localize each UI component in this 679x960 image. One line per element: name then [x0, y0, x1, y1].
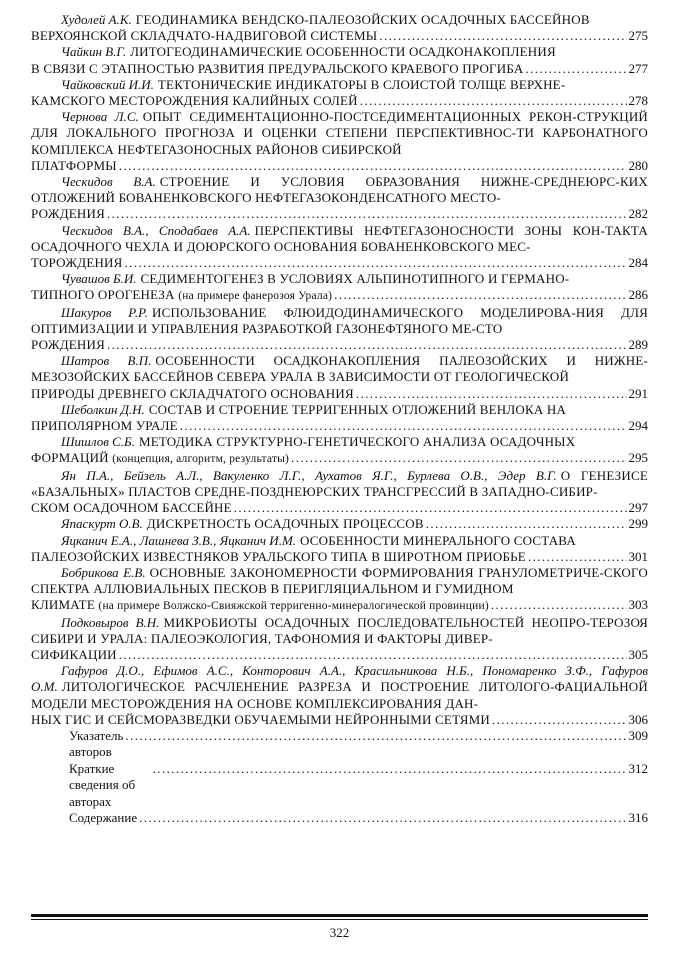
entry-page-number: 277	[628, 60, 648, 76]
entry-title-last: РОЖДЕНИЯ	[31, 337, 105, 353]
entry-title-start: СЕДИМЕНТОГЕНЕЗ В УСЛОВИЯХ АЛЬПИНОТИПНОГО И ГЕРМАНО-	[140, 271, 570, 287]
toc-entry-text	[31, 468, 648, 500]
entry-last-line	[31, 206, 648, 222]
entry-title-end	[31, 28, 377, 44]
aux-page-number: 312	[628, 760, 648, 776]
page-number: 322	[329, 925, 350, 940]
dot-leader	[334, 287, 626, 303]
dot-leader	[107, 337, 627, 353]
entry-page-number: 306	[628, 711, 648, 727]
dot-leader	[125, 728, 626, 745]
toc-entry-text	[31, 353, 648, 385]
entry-page-number: 275	[628, 28, 648, 44]
entry-title-start: МЕТОДИКА СТРУКТУРНО-ГЕНЕТИЧЕСКОГО АНАЛИЗА ОСАДОЧНЫХ	[138, 434, 576, 450]
entry-title-start: ОПЫТ СЕДИМЕНТАЦИОННО-ПОСТСЕДИМЕНТАЦИОННЫХ РЕКОН-СТРУКЦИЙ ДЛЯ ЛОКАЛЬНОГО ПРОГНОЗА И ОЦЕНКИ СТЕПЕНИ ПЕРСПЕКТИВНОС-ТИ КАРБОНАТНОГО КОМПЛЕКСА НЕФТЕГАЗОНОСНЫХ РАЙОНОВ СИБИРСКОЙ	[31, 109, 648, 157]
entry-last-line	[31, 549, 648, 565]
entry-title-last: СКОМ ОСАДОЧНОМ БАССЕЙНЕ	[31, 500, 232, 516]
dot-leader	[153, 761, 627, 778]
entry-author: Чайковский И.И.	[61, 76, 154, 92]
entry-title-last: ПРИПОЛЯРНОМ УРАЛЕ	[31, 418, 178, 434]
aux-label: Указатель авторов	[69, 727, 124, 760]
entry-title-last: ПЛАТФОРМЫ	[31, 157, 117, 173]
dot-leader	[525, 61, 626, 77]
footer-rule-thick	[31, 914, 648, 917]
dot-leader	[119, 647, 627, 663]
entry-author: Чернова Л.С.	[61, 109, 139, 125]
entry-last-line	[31, 597, 648, 614]
dot-leader	[379, 28, 626, 44]
entry-title-last: В СВЯЗИ С ЭТАПНОСТЬЮ РАЗВИТИЯ ПРЕДУРАЛЬСКОГО КРАЕВОГО ПРОГИБА	[31, 60, 524, 76]
dot-leader	[180, 418, 627, 434]
toc-entry-text	[31, 402, 648, 418]
entry-title-last: КЛИМАТЕ	[31, 597, 95, 613]
toc-entry-text	[31, 305, 648, 337]
toc-entry-text	[31, 109, 648, 158]
toc-entry-text	[31, 271, 648, 287]
entry-page-number: 297	[628, 500, 648, 516]
entry-author: Чайкин В.Г.	[61, 44, 127, 60]
entry-author: Шакуров Р.Р.	[61, 304, 149, 320]
dot-leader	[107, 206, 627, 222]
entry-title-end	[31, 287, 332, 304]
entry-title-start: ПЕРСПЕКТИВЫ НЕФТЕГАЗОНОСНОСТИ ЗОНЫ КОН-ТАКТА ОСАДОЧНОГО ЧЕХЛА И ДОЮРСКОГО ОСНОВАНИЯ БОВАНЕНКОВСКОГО МЕС-	[31, 222, 649, 254]
entry-page-number: 303	[628, 597, 648, 613]
entry-title-start: ОСОБЕННОСТИ МИНЕРАЛЬНОГО СОСТАВА	[300, 532, 576, 548]
toc-aux-entry	[31, 728, 648, 761]
table-of-contents	[31, 12, 648, 827]
entry-title-start: ОСОБЕННОСТИ ОСАДКОНАКОПЛЕНИЯ ПАЛЕОЗОЙСКИХ И НИЖНЕ-МЕЗОЗОЙСКИХ БАССЕЙНОВ СЕВЕРА УРАЛА В ЗАВИСИМОСТИ ОТ ГЕОЛОГИЧЕСКОЙ	[31, 353, 648, 385]
entry-title-end	[31, 386, 354, 402]
toc-entry	[31, 434, 648, 467]
toc-entry-text	[31, 533, 648, 549]
entry-last-line	[31, 93, 648, 109]
entry-last-line	[31, 386, 648, 402]
entry-title-end	[31, 647, 117, 663]
entry-last-line	[31, 500, 648, 516]
entry-title-end	[31, 549, 526, 565]
entry-title-start: МИКРОБИОТЫ ОСАДОЧНЫХ ПОСЛЕДОВАТЕЛЬНОСТЕЙ НЕОПРО-ТЕРОЗОЯ СИБИРИ И УРАЛА: ПАЛЕОЭКОЛОГИЯ, ТАФОНОМИЯ И ФАКТОРЫ ДИВЕР-	[31, 614, 648, 646]
entry-author: Худолей А.К.	[61, 12, 132, 27]
toc-entry-text	[31, 12, 648, 28]
toc-entry	[31, 516, 648, 532]
toc-entry-text	[31, 44, 648, 60]
entry-title-end	[31, 712, 490, 728]
entry-title-last: ТОРОЖДЕНИЯ	[31, 255, 123, 271]
dot-leader	[426, 516, 627, 532]
entry-title-last: ТИПНОГО ОРОГЕНЕЗА	[31, 287, 175, 303]
aux-label: Краткие сведения об авторах	[69, 760, 136, 809]
dot-leader	[492, 712, 627, 728]
toc-entry	[31, 44, 648, 76]
toc-entry	[31, 353, 648, 402]
entry-title-last: НЫХ ГИС И СЕЙСМОРАЗВЕДКИ ОБУЧАЕМЫМИ НЕЙРОННЫМИ СЕТЯМИ	[31, 711, 490, 727]
entry-title-last: ПРИРОДЫ ДРЕВНЕГО СКЛАДЧАТОГО ОСНОВАНИЯ	[31, 385, 354, 401]
footer-rule-thin	[31, 919, 648, 920]
aux-label: Содержание	[69, 810, 138, 826]
aux-page-number: 316	[628, 810, 648, 826]
toc-entry	[31, 468, 648, 517]
entry-title-end	[31, 61, 523, 77]
entry-author: Шишлов С.Б.	[61, 434, 135, 450]
entry-page-number: 278	[628, 93, 648, 109]
entry-page-number: 291	[628, 385, 648, 401]
entry-title-last: ФОРМАЦИЙ	[31, 450, 109, 466]
entry-last-line	[31, 287, 648, 304]
toc-entry	[31, 663, 648, 728]
toc-entry-text	[31, 223, 648, 255]
entry-last-line	[31, 516, 648, 532]
entry-title-start: ТЕКТОНИЧЕСКИЕ ИНДИКАТОРЫ В СЛОИСТОЙ ТОЛЩЕ ВЕРХНЕ-	[157, 76, 566, 92]
entry-page-number: 305	[628, 646, 648, 662]
entry-page-number: 295	[628, 450, 648, 466]
entry-page-number: 301	[628, 548, 648, 564]
dot-leader	[291, 450, 626, 466]
entry-last-line	[31, 647, 648, 663]
toc-entry	[31, 615, 648, 664]
entry-page-number: 289	[628, 337, 648, 353]
entry-author: Подковыров В.Н.	[61, 614, 160, 630]
entry-last-line	[31, 28, 648, 44]
entry-last-line	[31, 61, 648, 77]
toc-entry-text	[31, 174, 648, 206]
entry-title-start: ГЕОДИНАМИКА ВЕНДСКО-ПАЛЕОЗОЙСКИХ ОСАДОЧНЫХ БАССЕЙНОВ	[135, 12, 590, 27]
toc-entry	[31, 533, 648, 565]
entry-title-end	[31, 337, 105, 353]
entry-title-start: ЛИТОГЕОДИНАМИЧЕСКИЕ ОСОБЕННОСТИ ОСАДКОНАКОПЛЕНИЯ	[130, 44, 556, 60]
entry-title-end	[31, 93, 358, 109]
entry-note: (на примере Волжско-Свияжской терригенно-минералогической провинции)	[98, 600, 489, 613]
dot-leader	[528, 549, 627, 565]
entry-title-end	[31, 255, 123, 271]
toc-aux-entry	[31, 761, 648, 811]
entry-title-last: ВЕРХОЯНСКОЙ СКЛАДЧАТО-НАДВИГОВОЙ СИСТЕМЫ	[31, 28, 378, 44]
toc-entry	[31, 223, 648, 272]
entry-page-number: 286	[628, 287, 648, 303]
entry-last-line	[31, 255, 648, 271]
toc-aux-entry	[31, 810, 648, 827]
entry-title-end	[31, 158, 117, 174]
entry-title-start: ОСНОВНЫЕ ЗАКОНОМЕРНОСТИ ФОРМИРОВАНИЯ ГРАНУЛОМЕТРИЧЕ-СКОГО СПЕКТРА АЛЛЮВИАЛЬНЫХ ПЕСКОВ В ПЕРИГЛЯЦИАЛЬНОМ И ГУМИДНОМ	[31, 564, 648, 597]
entry-title-end	[31, 500, 232, 516]
entry-author: Шеболкин Д.Н.	[61, 401, 145, 417]
dot-leader	[356, 386, 627, 402]
entry-title-last: КАМСКОГО МЕСТОРОЖДЕНИЯ КАЛИЙНЫХ СОЛЕЙ	[31, 93, 358, 109]
entry-page-number: 284	[628, 255, 648, 271]
entry-title-start: ЛИТОЛОГИЧЕСКОЕ РАСЧЛЕНЕНИЕ РАЗРЕЗА И ПОСТРОЕНИЕ ЛИТОЛОГО-ФАЦИАЛЬНОЙ МОДЕЛИ МЕСТОРОЖДЕНИЯ НА ОСНОВЕ КОМПЛЕКСИРОВАНИЯ ДАН-	[31, 679, 648, 711]
entry-title-end	[31, 450, 289, 467]
toc-entry-text	[31, 434, 648, 450]
entry-title-last: СИФИКАЦИИ	[31, 646, 117, 662]
entry-title-start: СТРОЕНИЕ И УСЛОВИЯ ОБРАЗОВАНИЯ НИЖНЕ-СРЕДНЕЮРС-КИХ ОТЛОЖЕНИЙ БОВАНЕНКОВСКОГО НЕФТЕГАЗОКОНДЕНСАТНОГО МЕСТО-	[31, 174, 648, 206]
entry-page-number: 280	[628, 157, 648, 173]
entry-author: Чувашов Б.И.	[61, 271, 137, 287]
entry-author: Ческидов В.А.	[61, 174, 156, 190]
toc-entry	[31, 565, 648, 615]
toc-entry	[31, 402, 648, 434]
entry-page-number: 299	[628, 516, 648, 532]
entry-title-start: ИСПОЛЬЗОВАНИЕ ФЛЮИДОДИНАМИЧЕСКОГО МОДЕЛИРОВА-НИЯ ДЛЯ ОПТИМИЗАЦИИ И УПРАВЛЕНИЯ РАЗРАБОТКОЙ ГАЗОНЕФТЯНОГО МЕ-СТО	[31, 304, 648, 336]
entry-author: Бобрикова Е.В.	[61, 564, 146, 580]
entry-title-start: О ГЕНЕЗИСЕ «БАЗАЛЬНЫХ» ПЛАСТОВ СРЕДНЕ-ПОЗДНЕЮРСКИХ ТРАНСГРЕССИЙ В ЗАПАДНО-СИБИР-	[31, 467, 648, 499]
entry-author: Ческидов В.А., Сподабаев А.А.	[61, 222, 251, 238]
entry-title-last: РОЖДЕНИЯ	[31, 206, 105, 222]
entry-author: Япаскурт О.В.	[61, 516, 143, 532]
entry-page-number: 294	[628, 418, 648, 434]
toc-entry-text	[31, 77, 648, 93]
entry-author: Гафуров Д.О., Ефимов А.С., Конторович А.А., Красильникова Н.Б., Пономаренко З.Ф., Гафуров О.М.	[31, 663, 648, 695]
entry-title-end	[31, 418, 178, 434]
dot-leader	[139, 810, 626, 827]
entry-note: (на примере фанерозоя Урала)	[178, 290, 333, 303]
entry-last-line	[31, 712, 648, 728]
entry-title-start: СОСТАВ И СТРОЕНИЕ ТЕРРИГЕННЫХ ОТЛОЖЕНИЙ ВЕНЛОКА НА	[148, 401, 567, 417]
toc-entry	[31, 305, 648, 354]
aux-page-number: 309	[628, 727, 648, 743]
dot-leader	[360, 93, 627, 109]
entry-last-line	[31, 337, 648, 353]
toc-entry	[31, 271, 648, 304]
entry-author: Шатров В.П.	[61, 353, 152, 369]
entry-title-last: ПАЛЕОЗОЙСКИХ ИЗВЕСТНЯКОВ УРАЛЬСКОГО ТИПА В ШИРОТНОМ ПРИОБЬЕ	[31, 548, 526, 564]
entry-last-line	[31, 450, 648, 467]
dot-leader	[234, 500, 627, 516]
entry-title-end	[31, 206, 105, 222]
toc-entry-text	[31, 615, 648, 647]
entry-last-line	[31, 418, 648, 434]
toc-entry	[31, 12, 648, 44]
toc-entry	[31, 109, 648, 174]
entry-title-end	[31, 597, 489, 614]
dot-leader	[125, 255, 627, 271]
entry-page-number: 282	[628, 206, 648, 222]
entry-last-line	[31, 158, 648, 174]
toc-entry	[31, 174, 648, 223]
toc-entry	[31, 77, 648, 109]
dot-leader	[491, 597, 627, 613]
dot-leader	[119, 158, 627, 174]
entry-author: Яцканич Е.А., Лашнева З.В., Яцканич И.М.	[61, 532, 297, 548]
entry-author: Ян П.А., Бейзель А.Л., Вакуленко Л.Г., Аухатов Я.Г., Бурлева О.В., Эдер В.Г.	[61, 467, 557, 483]
toc-entry-text	[31, 565, 648, 597]
entry-title-end: ДИСКРЕТНОСТЬ ОСАДОЧНЫХ ПРОЦЕССОВ	[146, 516, 424, 532]
entry-note: (концепция, алгоритм, результаты)	[112, 453, 290, 466]
toc-entry-text	[31, 663, 648, 712]
